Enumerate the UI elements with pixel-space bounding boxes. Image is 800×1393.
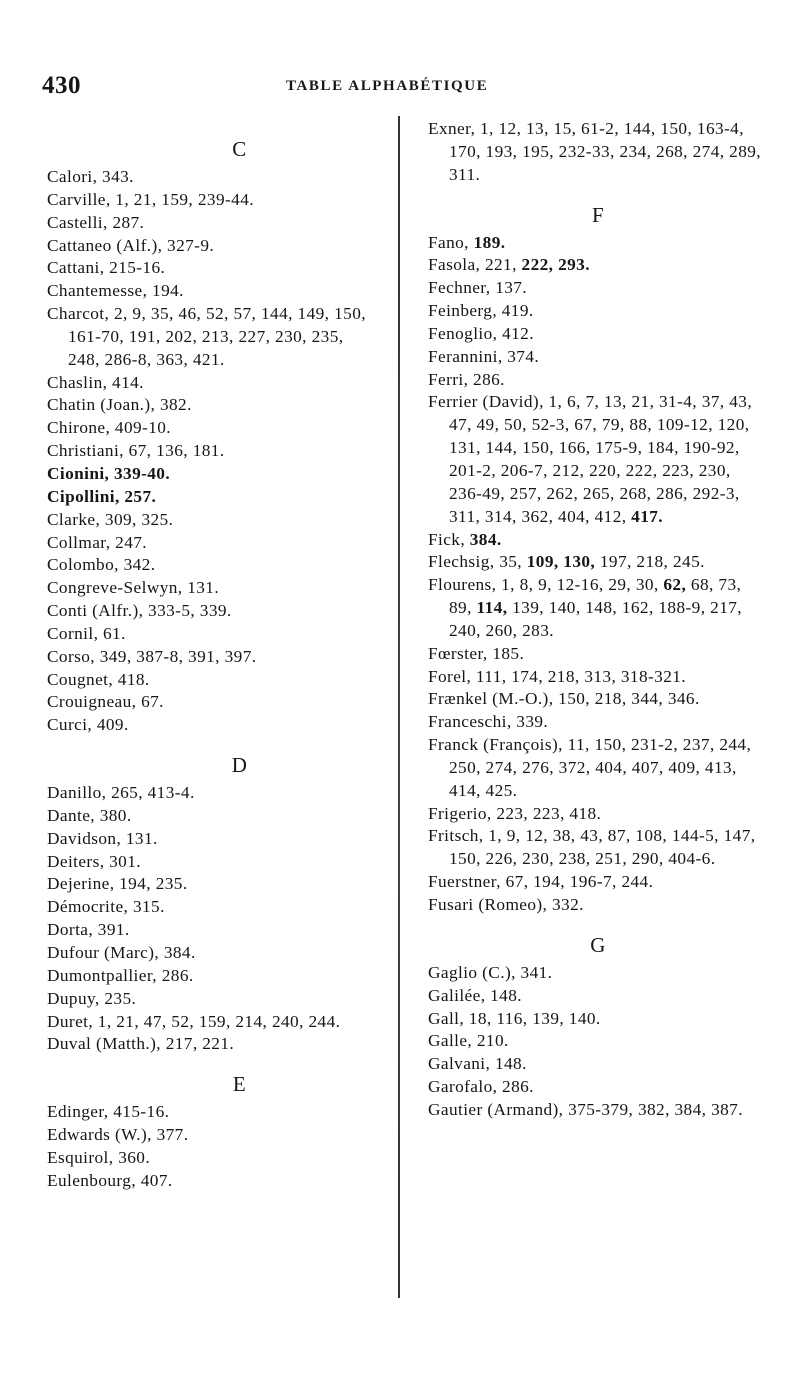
index-entry (428, 666, 768, 689)
index-entry (47, 896, 377, 919)
entry-text: Garofalo, 286. (428, 1077, 534, 1097)
index-entry (47, 965, 377, 988)
entry-text: Flourens, 1, 8, 9, 12-16, 29, 30, (428, 575, 664, 595)
running-head: TABLE ALPHABÉTIQUE (286, 78, 489, 94)
index-section (428, 118, 768, 187)
entry-text: Dufour (Marc), 384. (47, 943, 196, 962)
entry-text: Edwards (W.), 377. (47, 1125, 189, 1145)
index-entry (47, 1124, 377, 1147)
entry-text: Gall, 18, 116, 139, 140. (428, 1008, 601, 1028)
index-entry (47, 280, 377, 303)
index-entry (428, 1076, 768, 1099)
entry-text: Congreve-Selwyn, 131. (47, 578, 220, 598)
entry-text: Calori, 343. (47, 167, 134, 186)
entry-text: Fœrster, 185. (428, 643, 525, 663)
index-entry (47, 873, 377, 896)
entry-text: Duval (Matth.), 217, 221. (47, 1034, 235, 1054)
entry-text: Christiani, 67, 136, 181. (47, 441, 225, 461)
column-divider (398, 116, 400, 1298)
entry-text: Fasola, 221, (428, 255, 522, 275)
entry-text: Ferri, 286. (428, 369, 505, 389)
index-entry (428, 232, 768, 255)
index-entry (47, 1147, 377, 1170)
index-column-right (428, 118, 768, 1122)
index-entry (47, 235, 377, 258)
index-entry (428, 1053, 768, 1076)
index-entry (47, 1170, 377, 1193)
entry-text: Chatin (Joan.), 382. (47, 395, 192, 415)
entry-text: Démocrite, 315. (47, 897, 165, 917)
index-entry (428, 1008, 768, 1031)
index-entry (428, 962, 768, 985)
entry-text: Colombo, 342. (47, 555, 156, 575)
index-entry (47, 394, 377, 417)
index-entry (47, 919, 377, 942)
index-entry (47, 486, 377, 509)
entry-text: Forel, 111, 174, 218, 313, 318-321. (428, 666, 687, 686)
entry-text-bold: 222, 293. (521, 255, 590, 275)
index-entry (47, 189, 377, 212)
index-entry (428, 277, 768, 300)
entry-text: Franceschi, 339. (428, 712, 549, 732)
entry-text: Deiters, 301. (47, 851, 141, 871)
index-section (428, 198, 768, 917)
entry-text: Chaslin, 414. (47, 372, 144, 392)
entry-text: Conti (Alfr.), 333-5, 339. (47, 601, 232, 621)
entry-text: Chantemesse, 194. (47, 281, 184, 301)
entry-text: Flechsig, 35, (428, 552, 527, 572)
entry-text: Gautier (Armand), 375-379, 382, 384, 387. (428, 1099, 743, 1119)
entry-text: Corso, 349, 387-8, 391, 397. (47, 646, 257, 666)
entry-text: Gaglio (C.), 341. (428, 962, 553, 982)
entry-text: Cougnet, 418. (47, 669, 150, 689)
entry-text: Feinberg, 419. (428, 301, 534, 321)
entry-text-bold: 384. (469, 529, 502, 549)
entry-text: 68, 73, 89, (449, 575, 742, 618)
section-letter-heading: E (232, 1072, 247, 1097)
section-letter-heading: D (231, 753, 248, 778)
index-entry (47, 1101, 377, 1124)
entry-text: Esquirol, 360. (47, 1147, 151, 1167)
entry-text: Dupuy, 235. (47, 988, 137, 1008)
entry-text: Chirone, 409-10. (47, 418, 171, 438)
entry-text: Galle, 210. (428, 1031, 509, 1051)
index-entry (47, 440, 377, 463)
entry-text: Dumontpallier, 286. (47, 965, 194, 985)
entry-text: Frigerio, 223, 223, 418. (428, 803, 602, 823)
entry-text: Castelli, 287. (47, 212, 145, 232)
index-entry (47, 532, 377, 555)
index-entry (428, 300, 768, 323)
entry-text: Cattani, 215-16. (47, 258, 166, 278)
entry-text: Dorta, 391. (47, 920, 130, 940)
entry-text: Fuerstner, 67, 194, 196-7, 244. (428, 872, 654, 892)
index-entry (47, 942, 377, 965)
index-entry (47, 509, 377, 532)
entry-text: Collmar, 247. (47, 532, 148, 552)
index-entry (47, 851, 377, 874)
entry-text-bold: Cipollini, 257. (47, 486, 157, 506)
index-entry (47, 782, 377, 805)
index-section (47, 748, 377, 1056)
index-entry (428, 1099, 768, 1122)
index-entry (47, 166, 377, 189)
entry-text: Frænkel (M.-O.), 150, 218, 344, 346. (428, 689, 700, 709)
index-entry (47, 303, 377, 372)
section-letter-heading: G (590, 932, 606, 957)
index-section (47, 132, 377, 737)
entry-text: Franck (François), 11, 150, 231-2, 237, 244, 250, 274, 276, 372, 404, 407, 409, 413, 414, 425. (428, 735, 752, 800)
index-column-left (47, 118, 377, 1193)
entry-text: Galilée, 148. (428, 985, 522, 1005)
entry-text: Danillo, 265, 413-4. (47, 783, 195, 803)
index-entry (428, 323, 768, 346)
index-entry (428, 346, 768, 369)
index-entry (47, 988, 377, 1011)
entry-text: Fenoglio, 412. (428, 323, 534, 343)
index-entry (47, 257, 377, 280)
entry-text: Dejerine, 194, 235. (47, 874, 188, 894)
entry-text: Edinger, 415-16. (47, 1102, 170, 1122)
index-entry (47, 463, 377, 486)
entry-text: Fechner, 137. (428, 278, 528, 298)
entry-text: Exner, 1, 12, 13, 15, 61-2, 144, 150, 163-4, 170, 193, 195, 232-33, 234, 268, 274, 289, 311. (428, 119, 762, 184)
index-entry (47, 691, 377, 714)
index-entry (428, 254, 768, 277)
index-entry (428, 711, 768, 734)
section-letter-heading: C (232, 137, 247, 161)
index-entry (47, 417, 377, 440)
entry-text: 197, 218, 245. (595, 552, 705, 572)
index-entry (47, 1033, 377, 1056)
entry-text: Clarke, 309, 325. (47, 509, 174, 529)
entry-text-bold: 417. (631, 506, 664, 526)
index-entry (428, 734, 768, 803)
index-entry (47, 828, 377, 851)
index-section (47, 1067, 377, 1192)
index-entry (428, 574, 768, 643)
index-entry (428, 894, 768, 917)
entry-text: Galvani, 148. (428, 1054, 527, 1074)
entry-text: Crouigneau, 67. (47, 692, 164, 712)
entry-text: Duret, 1, 21, 47, 52, 159, 214, 240, 244. (47, 1011, 341, 1031)
index-entry (428, 871, 768, 894)
index-entry (47, 372, 377, 395)
index-entry (428, 118, 768, 187)
entry-text: Fusari (Romeo), 332. (428, 895, 584, 914)
index-entry (428, 529, 768, 552)
index-entry (428, 643, 768, 666)
index-entry (47, 1011, 377, 1034)
entry-text: Ferrier (David), 1, 6, 7, 13, 21, 31-4, 37, 43, 47, 49, 50, 52-3, 67, 79, 88, 109-12, 120, 131, 144, 150, 166, 175-9, 184, 190-92, 201-2, 206-7, 212, 220, 222, 223, 230, 236-49, 257, 262, 265, 268, 286, 292-3, 311, 314, 362, 404, 412, (428, 392, 753, 526)
entry-text: Carville, 1, 21, 159, 239-44. (47, 189, 254, 209)
entry-text: 139, 140, 148, 162, 188-9, 217, 240, 260, 283. (449, 598, 742, 640)
entry-text: Fick, (428, 529, 470, 549)
index-entry (47, 554, 377, 577)
entry-text: Dante, 380. (47, 805, 132, 825)
index-entry (428, 688, 768, 711)
index-entry (47, 646, 377, 669)
index-entry (47, 669, 377, 692)
entry-text: Cornil, 61. (47, 623, 126, 643)
entry-text-bold: 62, (663, 575, 687, 595)
index-entry (428, 985, 768, 1008)
index-entry (428, 825, 768, 871)
index-entry (47, 577, 377, 600)
index-entry (428, 1030, 768, 1053)
entry-text: Curci, 409. (47, 715, 129, 735)
entry-text-bold: 109, 130, (526, 552, 596, 572)
index-entry (47, 623, 377, 646)
entry-text-bold: 114, (476, 598, 508, 618)
page-number: 430 (42, 72, 81, 99)
entry-text: Cattaneo (Alf.), 327-9. (47, 235, 215, 255)
index-entry (428, 803, 768, 826)
entry-text: Fano, (428, 232, 474, 252)
index-entry (428, 551, 768, 574)
entry-text: Eulenbourg, 407. (47, 1170, 173, 1190)
index-section (428, 928, 768, 1122)
index-entry (428, 369, 768, 392)
entry-text: Ferannini, 374. (428, 346, 540, 366)
index-entry (428, 391, 768, 528)
entry-text: Fritsch, 1, 9, 12, 38, 43, 87, 108, 144-5, 147, 150, 226, 230, 238, 251, 290, 404-6. (428, 826, 756, 869)
index-entry (47, 212, 377, 235)
index-entry (47, 714, 377, 737)
index-entry (47, 805, 377, 828)
entry-text: Charcot, 2, 9, 35, 46, 52, 57, 144, 149, 150, 161-70, 191, 202, 213, 227, 230, 235, 248, 286-8, 363, 421. (47, 304, 366, 369)
index-entry (47, 600, 377, 623)
entry-text-bold: 189. (473, 232, 506, 252)
entry-text: Davidson, 131. (47, 828, 158, 848)
section-letter-heading: F (591, 202, 605, 227)
entry-text-bold: Cionini, 339-40. (47, 463, 171, 483)
